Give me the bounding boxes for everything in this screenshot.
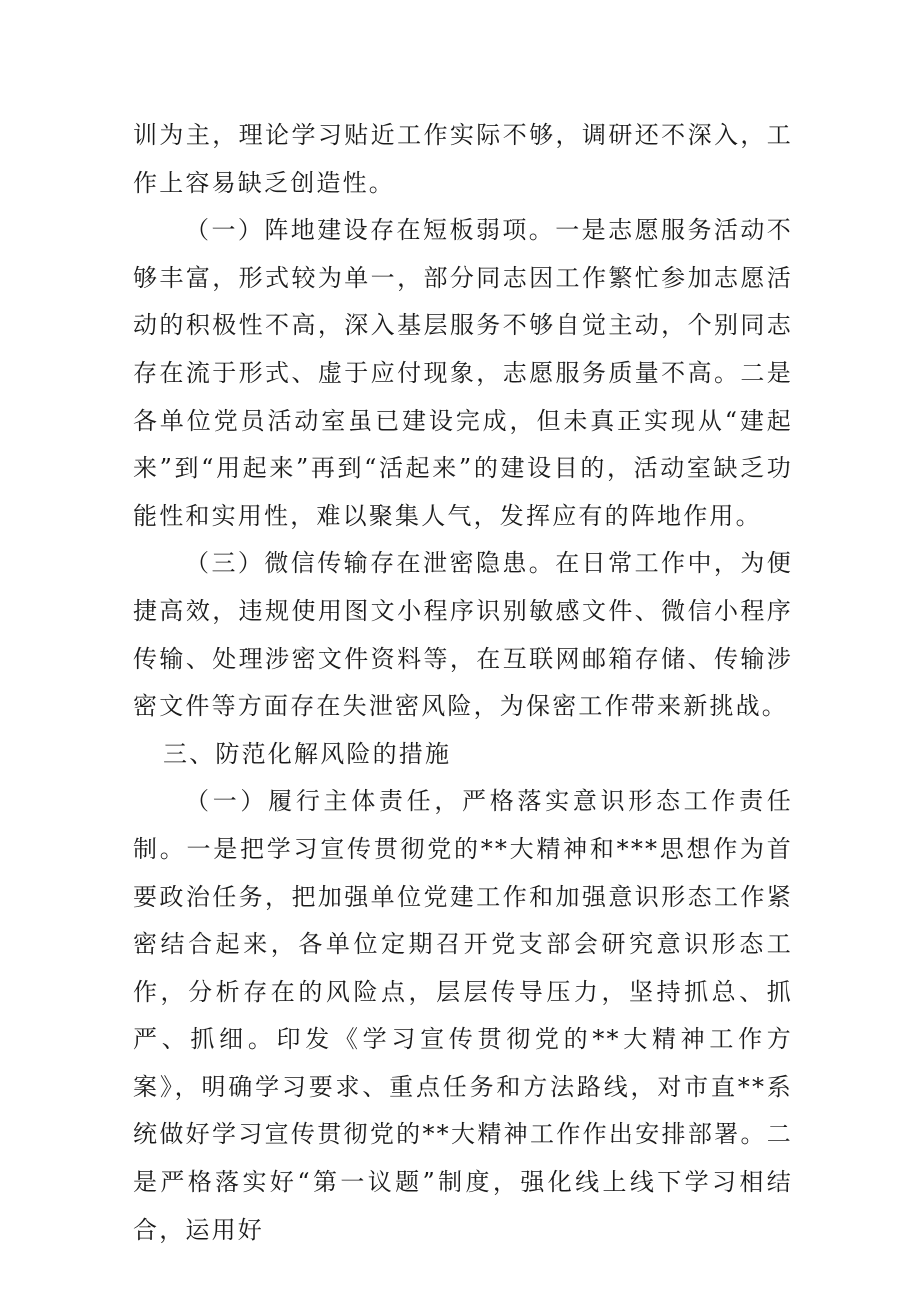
paragraph-continuation: 训为主，理论学习贴近工作实际不够，调研还不深入，工作上容易缺乏创造性。	[133, 121, 793, 197]
paragraph-position-building: （一）阵地建设存在短板弱项。一是志愿服务活动不够丰富，形式较为单一，部分同志因工作繁忙参加志愿活动的积极性不高，深入基层服务不够自觉主动，个别同志存在流于形式、虚于应付现象，志愿服务质量不高。二是各单位党员活动室虽已建设完成，但未真正实现从“建起来”到“用起来”再到“活起来”的建设目的，活动室缺乏功能性和实用性，难以聚集人气，发挥应有的阵地作用。	[133, 216, 793, 530]
paragraph-wechat-security: （三）微信传输存在泄密隐患。在日常工作中，为便捷高效，违规使用图文小程序识别敏感文件、微信小程序传输、处理涉密文件资料等，在互联网邮箱存储、传输涉密文件等方面存在失泄密风险，为保密工作带来新挑战。	[133, 549, 793, 721]
paragraph-main-responsibility: （一）履行主体责任，严格落实意识形态工作责任制。一是把学习宣传贯彻党的**大精神和***思想作为首要政治任务，把加强单位党建工作和加强意识形态工作紧密结合起来，各单位定期召开党支部会研究意识形态工作，分析存在的风险点，层层传导压力，坚持抓总、抓严、抓细。印发《学习宣传贯彻党的**大精神工作方案》，明确学习要求、重点任务和方法路线，对市直**系统做好学习宣传贯彻党的**大精神工作作出安排部署。二是严格落实好“第一议题”制度，强化线上线下学习相结合，运用好	[133, 787, 793, 1244]
document-body	[133, 112, 793, 1254]
section-heading-risk-measures: 三、防范化解风险的措施	[163, 739, 452, 768]
